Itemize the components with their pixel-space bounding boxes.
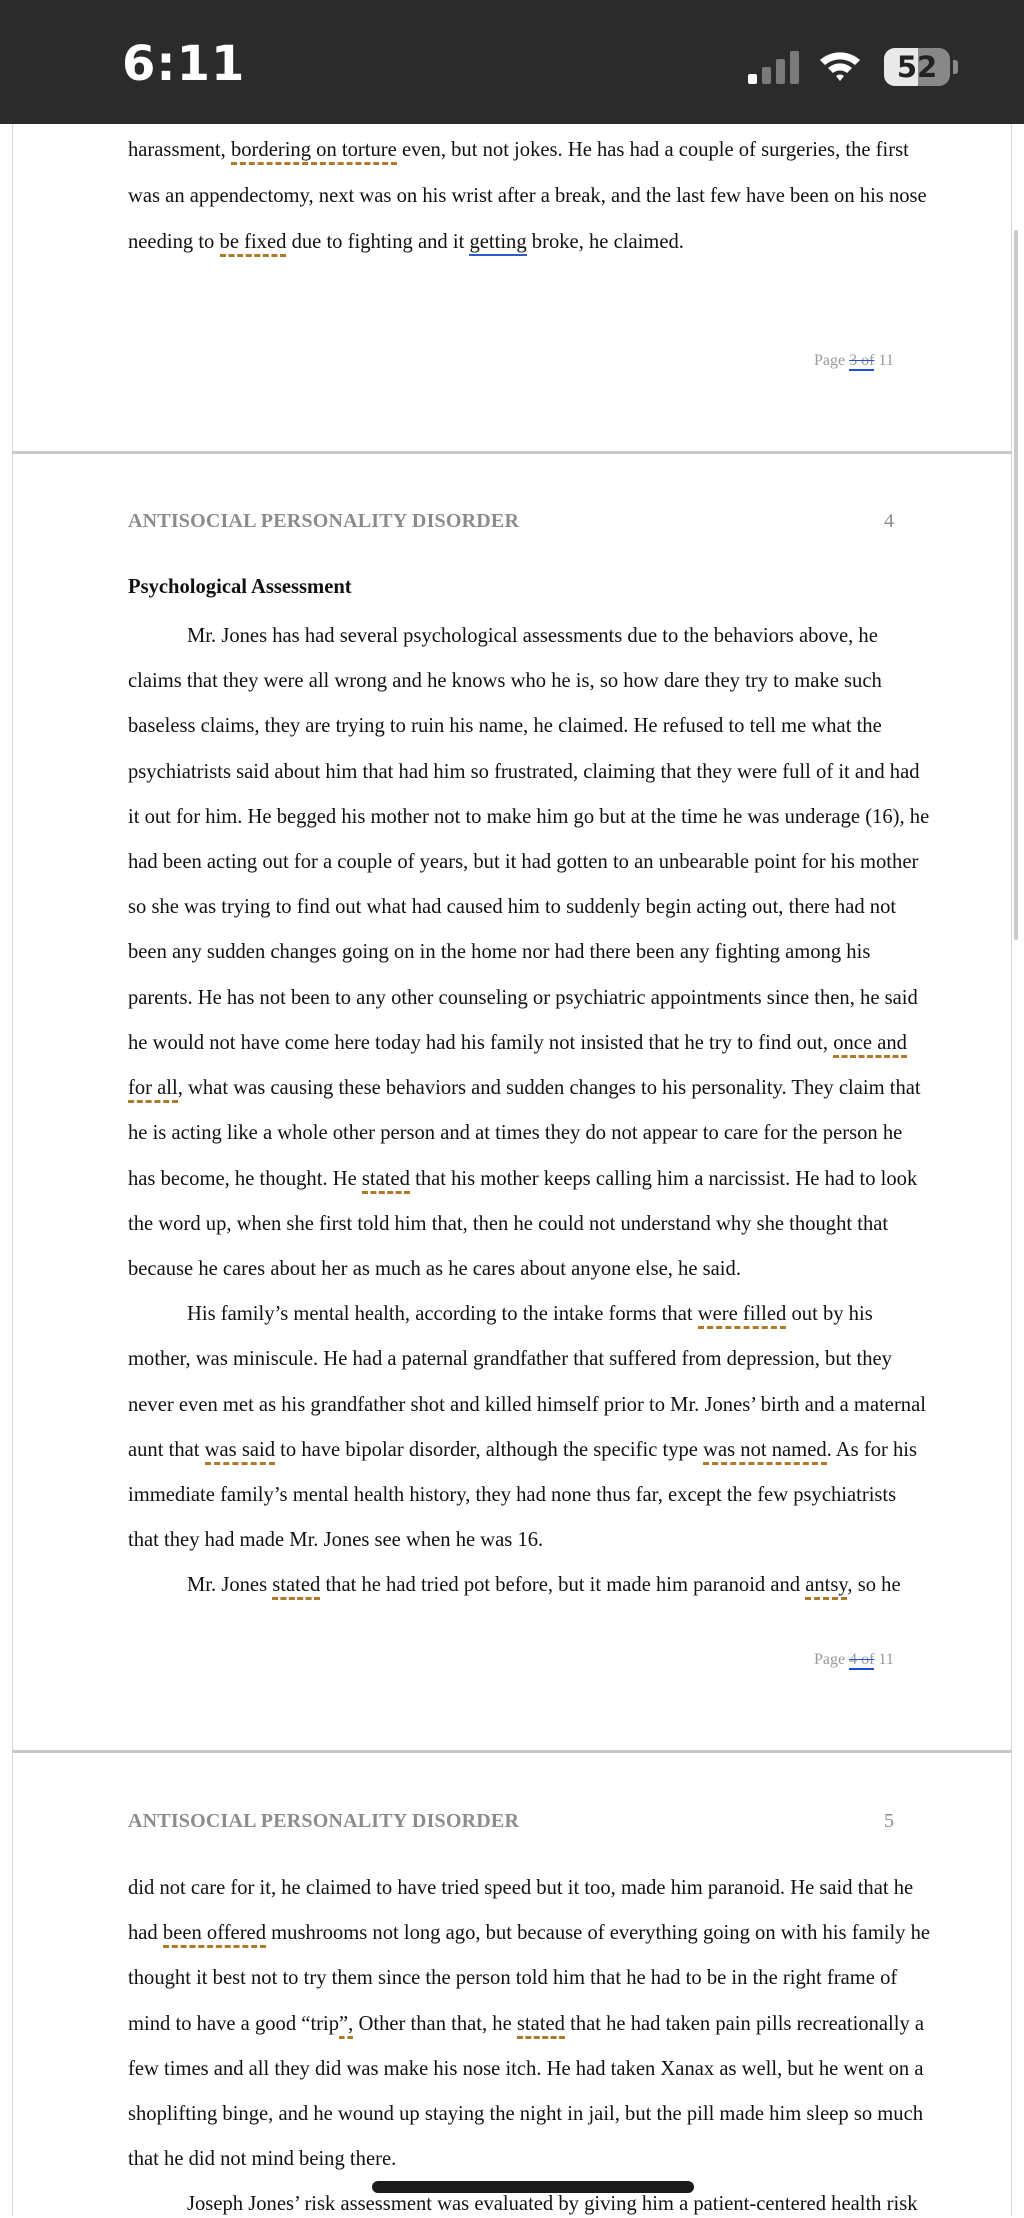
text-span: Mr. Jones [187,1574,273,1596]
text-span: aunt that [128,1439,205,1461]
text-line: was an appendectomy, next was on his wrist after a break, and the last few have been on his nose [128,185,927,207]
text-line: that he did not mind being there. [128,2148,397,2170]
text-line [128,1165,918,1193]
section-heading: Psychological Assessment [128,576,352,598]
text-span: that his mother keeps calling him a narcissist. He had to look [409,1168,918,1190]
text-line [128,1074,921,1102]
home-indicator[interactable] [372,2181,694,2193]
text-span: mind to have a good “trip [128,2013,340,2035]
text-line [187,1300,962,1328]
text-line: never even met as his grandfather shot and killed himself prior to Mr. Jones’ birth and a maternal [128,1394,926,1416]
text-line: baseless claims, they are trying to ruin his name, he claimed. He refused to tell me what the [128,715,882,737]
text-line: few times and all they did was make his nose itch. He had taken Xanax as well, but he went on a [128,2058,924,2080]
text-span: , so he [847,1574,901,1596]
footer-page-number: 3 of [849,352,875,369]
text-line [128,1436,918,1464]
text-line: did not care for it, he claimed to have tried speed but it too, made him paranoid. He said that he [128,1877,914,1899]
text-span: had [128,1922,163,1944]
footer-page-number: 4 of [849,1651,875,1668]
text-span: that he had taken pain pills recreationally a [564,2013,925,2035]
text-line: Mr. Jones has had several psychological assessments due to the behaviors above, he [187,625,878,647]
status-time: 6:11 [122,36,246,92]
text-line [128,1919,931,1947]
grammar-suggestion[interactable]: were filled [698,1303,787,1329]
page-break [12,451,1012,454]
footer-prefix: Page [814,1651,850,1668]
text-line: claims that they were all wrong and he knows who he is, so how dare they try to make such [128,670,882,692]
text-line: thought it best not to try them since the person told him that he had to be in the right frame of [128,1967,898,1989]
page-footer [814,352,894,370]
text-span: out by his [786,1303,873,1325]
text-span: has become, he thought. He [128,1168,362,1190]
text-line: it out for him. He begged his mother not to make him go but at the time he was underage (16), he [128,806,930,828]
grammar-suggestion[interactable]: antsy [805,1574,847,1600]
text-line: had been acting out for a couple of years, but it had gotten to an unbearable point for his mother [128,851,919,873]
spelling-suggestion[interactable]: getting [469,231,526,256]
wifi-icon [818,46,862,84]
running-header: ANTISOCIAL PERSONALITY DISORDER [128,510,520,532]
text-span: to have bipolar disorder, although the specific type [275,1439,704,1461]
page-number: 5 [884,1810,894,1832]
grammar-suggestion[interactable]: for all [128,1077,178,1103]
text-span: His family’s mental health, according to the intake forms that [187,1303,698,1325]
text-line: because he cares about her as much as he cares about anyone else, he said. [128,1258,741,1280]
text-line [187,1571,962,1599]
grammar-suggestion[interactable]: stated [362,1168,410,1194]
text-span: he would not have come here today had his family not insisted that he try to find out, [128,1032,834,1054]
battery-icon [884,48,950,86]
grammar-suggestion[interactable]: stated [272,1574,320,1600]
text-span: harassment, [128,139,231,161]
grammar-suggestion[interactable]: ”, [339,2013,353,2039]
text-line: Joseph Jones’ risk assessment was evaluated by giving him a patient-centered health risk [187,2193,918,2215]
text-line: been any sudden changes going on in the home nor had there been any fighting among his [128,941,871,963]
text-line: psychiatrists said about him that had him so frustrated, claiming that they were full of it and had [128,761,920,783]
text-line [128,136,909,164]
page-number: 4 [884,510,894,532]
footer-prefix: Page [814,352,850,369]
text-span: that he had tried pot before, but it made him paranoid and [320,1574,806,1596]
cellular-signal-icon [748,50,800,84]
grammar-suggestion[interactable]: once and [833,1032,907,1058]
text-line: immediate family’s mental health history, they had none thus far, except the few psychiatrists [128,1484,897,1506]
scrollbar[interactable] [1014,230,1018,940]
text-span: due to fighting and it [286,231,470,253]
text-line [128,1029,907,1057]
page-edge [1011,124,1012,2216]
text-line: the word up, when she first told him that, then he could not understand why she thought that [128,1213,889,1235]
battery-level: 52 [896,50,938,84]
page-break [12,1750,1012,1753]
text-span: Other than that, he [353,2013,517,2035]
text-span: . As for his [826,1439,918,1461]
text-line: so she was trying to find out what had caused him to suddenly begin acting out, there had not [128,896,897,918]
text-line: that they had made Mr. Jones see when he was 16. [128,1529,544,1551]
text-line: he is acting like a whole other person and at times they do not appear to care for the person he [128,1122,903,1144]
text-span: even, but not jokes. He has had a couple of surgeries, the first [396,139,909,161]
text-span: needing to [128,231,220,253]
text-span: mushrooms not long ago, but because of everything going on with his family he [266,1922,931,1944]
page-footer [814,1651,894,1669]
grammar-suggestion[interactable]: was not named [703,1439,827,1465]
footer-total: 11 [874,1651,894,1668]
text-line: shoplifting binge, and he wound up staying the night in jail, but the pill made him sleep so much [128,2103,924,2125]
grammar-suggestion[interactable]: be fixed [220,231,287,257]
text-span: , what was causing these behaviors and sudden changes to his personality. They claim that [177,1077,921,1099]
page-edge [12,124,13,2216]
running-header: ANTISOCIAL PERSONALITY DISORDER [128,1810,520,1832]
text-line [128,2010,925,2038]
text-line: mother, was miniscule. He had a paternal grandfather that suffered from depression, but they [128,1348,892,1370]
grammar-suggestion[interactable]: been offered [163,1922,266,1948]
text-span: broke, he claimed. [526,231,684,253]
battery-tip [953,60,958,74]
status-bar [0,0,1024,124]
footer-total: 11 [874,352,894,369]
grammar-suggestion[interactable]: bordering on torture [231,139,397,165]
grammar-suggestion[interactable]: stated [517,2013,565,2039]
grammar-suggestion[interactable]: was said [205,1439,275,1465]
text-line [128,228,903,256]
text-line: parents. He has not been to any other counseling or psychiatric appointments since then, he said [128,987,918,1009]
